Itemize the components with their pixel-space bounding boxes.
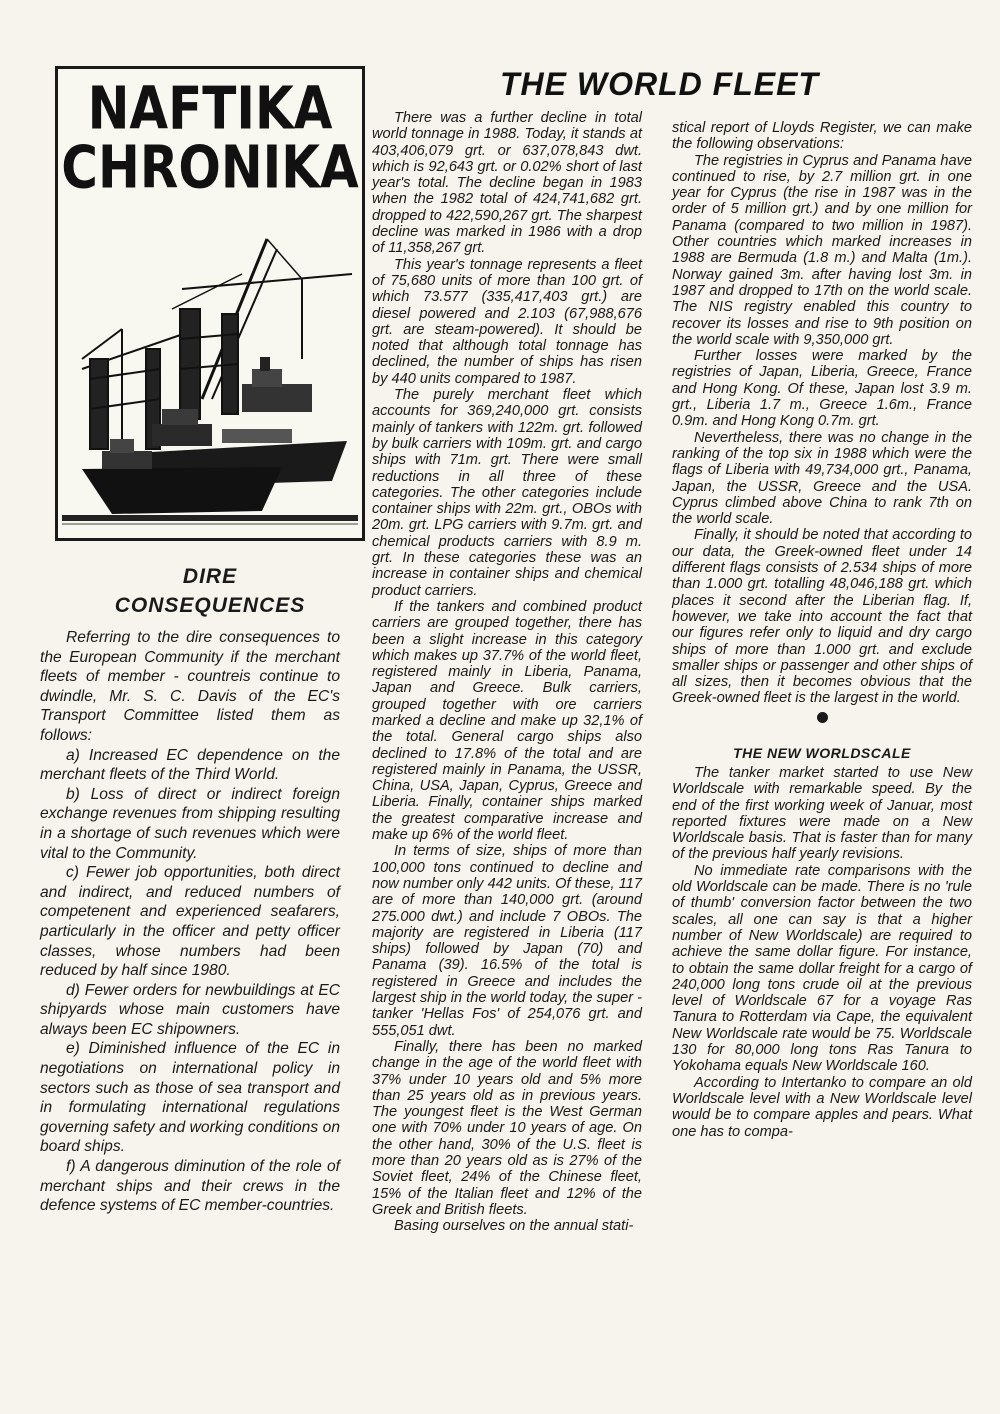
sidebar-paragraph: Referring to the dire consequences to the European Community if the merchant fleets of member - countreis continue to dwindle, Mr. S. C. Davis of the EC's Transport Committee listed them as follows: <box>40 629 340 744</box>
sidebar-title-line1: DIRE <box>182 565 238 588</box>
sidebar-paragraph: c) Fewer job opportunities, both direct and indirect, and reduced numbers of competenent and experienced seafarers, particularly in the officer and petty officer classes, whose numbers had been reduced by half since 1980. <box>40 864 340 980</box>
sidebar-title-line2: CONSEQUENCES <box>114 594 306 617</box>
sidebar-paragraph: f) A dangerous diminution of the role of merchant ships and their crews in the defence systems of EC member-countries. <box>40 1158 340 1215</box>
masthead-box <box>55 66 365 541</box>
article-paragraph: Nevertheless, there was no change in the ranking of the top six in 1988 which were the flags of Liberia with 49,734,000 grt., Panama, Japan, the USSR, Greece and the USA. Cyprus climbed above China to rank 7th on the world scale. <box>672 429 972 528</box>
article-paragraph: In terms of size, ships of more than 100,000 tons continued to decline and now number only 442 units. Of these, 117 are of more than 140,000 grt. (around 275.000 dwt.) and include 7 OBOs. The majority are registered in Liberia (117 ships) followed by Japan (70) and Panama (39). 16.5% of the total is registered in Greece and includes the largest ship in the world today, the super - tanker 'Hellas Fos' of 254,076 grt. and 555,051 dwt. <box>372 843 642 1039</box>
article-paragraph: There was a further decline in total world tonnage in 1988. Today, it stands at 403,406,079 grt. or 637,078,843 dwt. which is 92,643 grt. or 0.02% short of last year's total. The decline began in 1983 when the 1982 total of 424,741,682 grt. dropped to 422,590,267 grt. The sharpest decline was marked in 1986 with a drop of 11,358,267 grt. <box>372 110 642 257</box>
headline: THE WORLD FLEET <box>500 66 819 102</box>
sidebar-paragraph: b) Loss of direct or indirect foreign exchange revenues from shipping resulting in a shortage of such revenues which were vital to the Community. <box>40 785 340 862</box>
article-paragraph: If the tankers and combined product carriers are grouped together, there has been a slight increase in this category which makes up 37.7% of the world fleet, registered mainly in Liberia, Panama, Japan and Greece. Bulk carriers, grouped together with ore carriers marked a decline and make up 32,1% of the total. General cargo ships also declined to 17.8% of the total and are registered mainly in Panama, the USSR, China, USA, Japan, Cyprus, Greece and Liberia. Finally, container ships marked the greatest comparative increase and make up 6% of the world fleet. <box>372 598 642 844</box>
sidebar-title <box>110 562 310 620</box>
article-paragraph: No immediate rate comparisons with the old Worldscale can be made. There is no 'rule of thumb' conversion factor between the two scales, all one can say is that a higher number of New Worldscale) are required to achieve the same dollar figure. For instance, to obtain the same dollar freight for a cargo of 240,000 long tons crude oil at the previous level of Worldscale 67 for a voyage Ras Tanura to Rotterdam via Cape, the equivalent New Worldscale rate would be 75. Worldscale 130 for 80,000 long tons Ras Tanura to Yokohama equals New Worldscale 160. <box>672 862 972 1075</box>
sidebar-column <box>40 628 340 1216</box>
article-paragraph: The tanker market started to use New Worldscale with remarkable speed. By the end of the first working week of Januar, most reported fixtures were made on a New Worldscale basis. That is faster than for many of the previous half yearly revisions. <box>672 764 972 863</box>
section-divider-bullet <box>817 712 828 723</box>
article-column-1 <box>372 110 642 1234</box>
article-column-2 <box>672 120 972 1140</box>
sidebar-paragraph: a) Increased EC dependence on the merchant fleets of the Third World. <box>40 746 340 784</box>
article-paragraph: Finally, there has been no marked change in the age of the world fleet with 37% under 10 years old and 5% more than 25 years old as in previous years. The youngest fleet is the West German one with 70% under 10 years of age. On the other hand, 30% of the U.S. fleet is more than 20 years old as is 27% of the Soviet fleet, 24% of the Chinese fleet, 15% of the Italian fleet and 12% of the Greek and British fleets. <box>372 1038 642 1218</box>
article-paragraph: Further losses were marked by the registries of Japan, Liberia, Greece, France and Hong Kong. Of these, Japan lost 3.9 m. grt., Liberia 1.7 m., Greece 1.6m., France 0.9m. and Hong Kong 0.7m. grt. <box>672 348 972 430</box>
article-paragraph: The registries in Cyprus and Panama have continued to rise, by 2.7 million grt. in one year for Cyprus (the rise in 1987 was in the order of 5 million grt.) and by one million for Panama (compared to two million in 1987). Other countries which marked increases in 1988 are Bermuda (1.8 m.) and Malta (1m.). Norway gained 3m. after having lost 3m. in 1987 and dropped to 17th on the world scale. The NIS registry enabled this country to recover its losses and rise to 9th position on the world scale with 9,350,000 grt. <box>672 152 972 348</box>
article-paragraph: The purely merchant fleet which accounts for 369,240,000 grt. consists mainly of tankers with 122m. grt. followed by bulk carriers with 109m. grt. and cargo ships with 71m. grt. There were small reductions in all three of these categories. The other categories include container ships with 22m. grt., OBOs with 20m. grt. LPG carriers with 9.7m. grt. and chemical products carriers with 8.9 m. grt. In these categories these was an increase in container ships and chemical product carriers. <box>372 387 642 599</box>
article-paragraph: Basing ourselves on the annual stati- <box>394 1218 634 1235</box>
subheading-new-worldscale: THE NEW WORLDSCALE <box>733 744 911 761</box>
article-paragraph: stical report of Lloyds Register, we can make the following observations: <box>672 120 972 153</box>
masthead-line2: CHRONIKA <box>61 133 359 202</box>
article-paragraph: This year's tonnage represents a fleet of 75,680 units of more than 100 grt. of which 73.577 (335,417,403 grt.) are diesel powered and 2.103 (67,988,676 grt. are steam-powered). It should be noted that although total tonnage has declined, the number of ships has risen by 440 units compared to 1987. <box>372 256 642 387</box>
ship-crane-illustration <box>62 219 358 529</box>
sidebar-paragraph: e) Diminished influence of the EC in negotiations on international policy in sectors such as those of sea transport and in formulating international regulations governing safety and working conditions on board ships. <box>40 1040 340 1156</box>
sidebar-paragraph: d) Fewer orders for newbuildings at EC shipyards whose main customers have always been EC shipowners. <box>40 981 340 1038</box>
masthead-line1: NAFTIKA <box>87 74 333 143</box>
article-paragraph: Finally, it should be noted that according to our data, the Greek-owned fleet under 14 different flags consists of 2.534 ships of more than 1.000 grt. totalling 48,046,188 grt. which places it second after the Liberian flag. If, however, we take into account the fact that our figures refer only to liquid and dry cargo ships of more than 1.000 grt. and exclude smaller ships or passenger and other ships of all sizes, then it becomes obvious that the Greek-owned fleet is the largest in the world. <box>672 527 972 707</box>
masthead-logo <box>58 74 362 202</box>
article-paragraph: According to Intertanko to compare an old Worldscale level with a New Worldscale level would be to compare apples and pears. What one has to compa- <box>672 1074 972 1140</box>
